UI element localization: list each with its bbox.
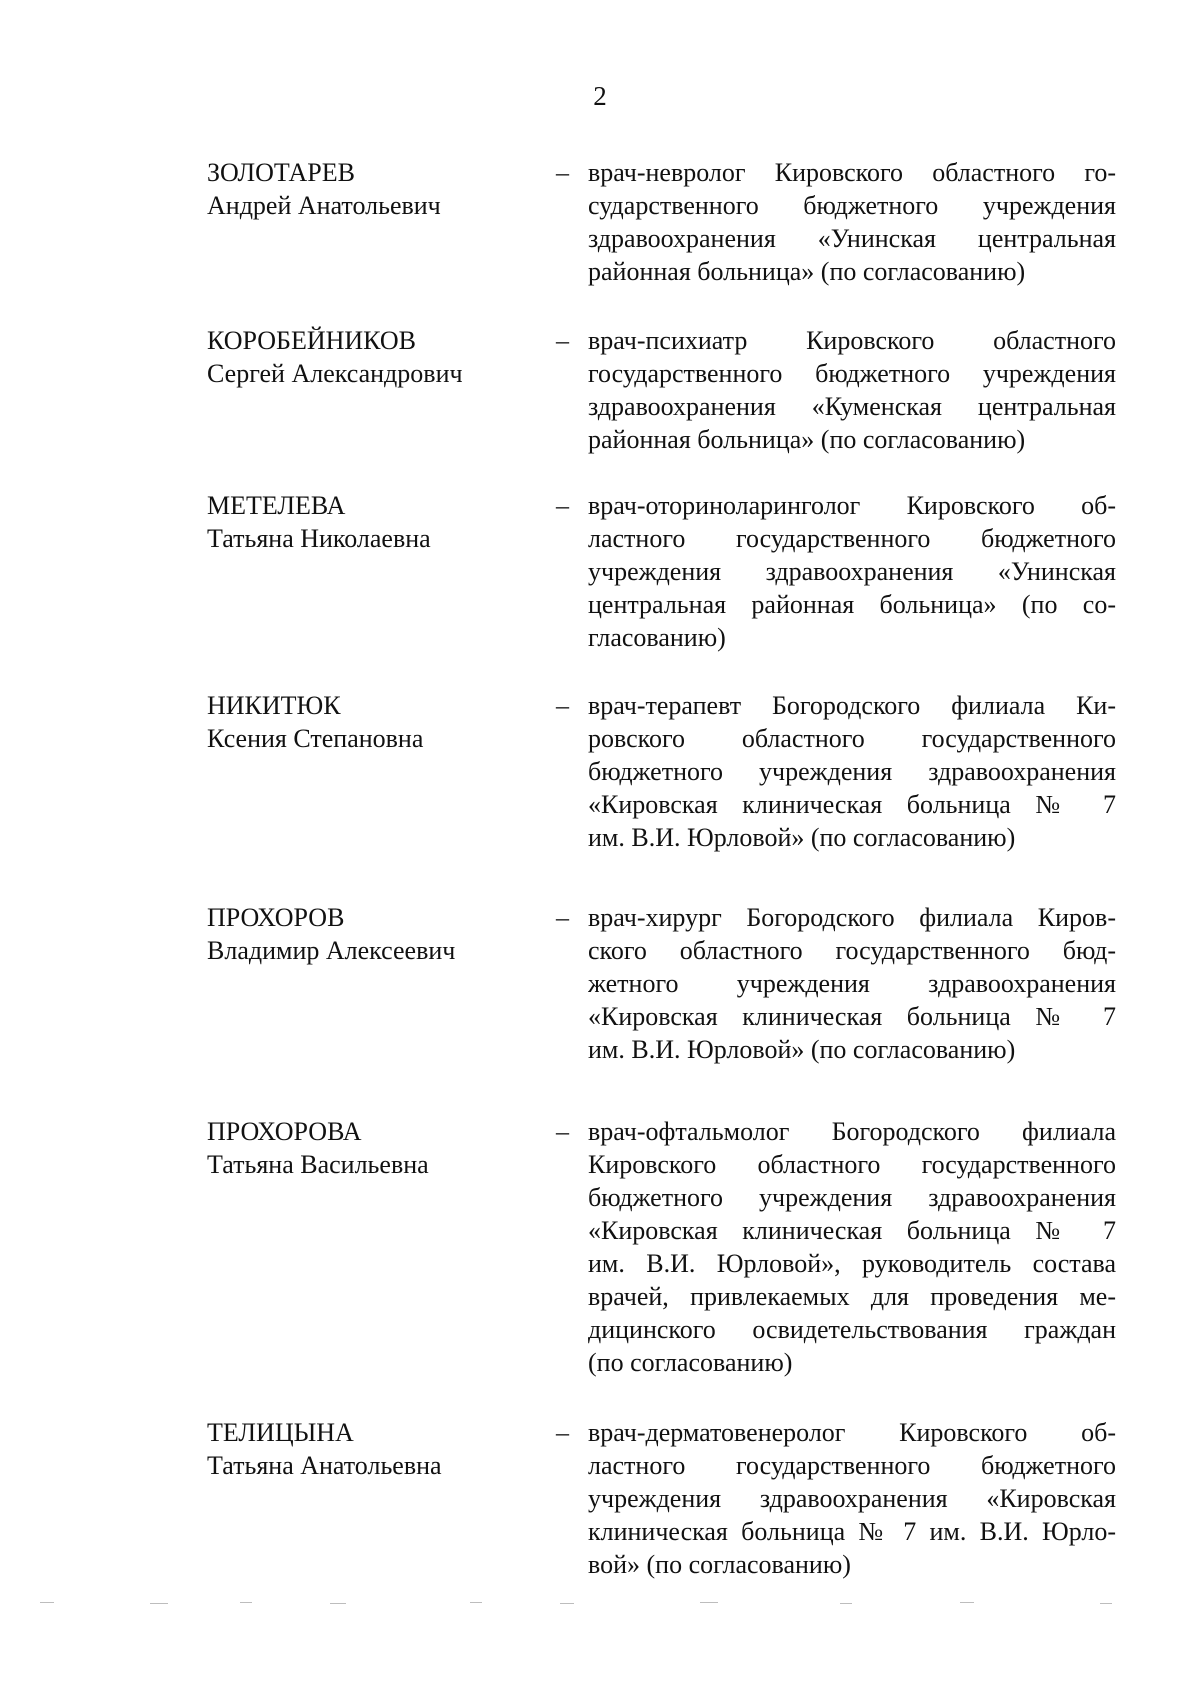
position-line: «Кировская клиническая больница № 7 [588,1216,1116,1245]
scan-speck [330,1603,346,1604]
position-line: врач-терапевт Богородского филиала Ки- [588,691,1116,720]
position-line: им. В.И. Юрловой» (по согласованию) [588,823,1016,852]
position-line: им. В.И. Юрловой», руководитель состава [588,1249,1116,1278]
position-line: (по согласованию) [588,1348,793,1377]
scan-speck [700,1602,718,1603]
member-surname: КОРОБЕЙНИКОВ [207,326,416,355]
member-entry [0,1115,1200,1377]
position-line: ластного государственного бюджетного [588,524,1116,553]
member-given-names: Татьяна Анатольевна [207,1451,442,1480]
member-entry [0,324,1200,454]
position-line: врач-невролог Кировского областного го- [588,158,1116,187]
position-line: Кировского областного государственного [588,1150,1116,1179]
member-entry [0,1416,1200,1579]
position-line: врач-оториноларинголог Кировского об- [588,491,1116,520]
member-entry [0,689,1200,852]
position-line: учреждения здравоохранения «Унинская [588,557,1116,586]
member-name [207,901,537,967]
position-line: бюджетного учреждения здравоохранения [588,757,1116,786]
member-given-names: Татьяна Васильевна [207,1150,429,1179]
scan-speck [40,1602,54,1603]
member-surname: НИКИТЮК [207,691,341,720]
scan-speck [560,1603,574,1604]
position-line: врач-офтальмолог Богородского филиала [588,1117,1116,1146]
position-line: клиническая больница № 7 им. В.И. Юрло- [588,1517,1116,1546]
member-surname: ПРОХОРОВА [207,1117,362,1146]
entry-dash: – [556,903,569,932]
position-line: здравоохранения «Унинская центральная [588,224,1116,253]
page-number: 2 [593,81,607,111]
member-name [207,689,537,755]
member-given-names: Сергей Александрович [207,359,463,388]
entry-dash: – [556,1117,569,1146]
member-position [588,1115,1116,1379]
position-line: районная больница» (по согласованию) [588,257,1026,286]
member-surname: МЕТЕЛЕВА [207,491,346,520]
scan-speck [150,1603,168,1604]
entry-dash: – [556,326,569,355]
scan-speck [1100,1603,1112,1604]
position-line: государственного бюджетного учреждения [588,359,1116,388]
member-name [207,489,537,555]
member-position [588,689,1116,854]
position-line: ровского областного государственного [588,724,1116,753]
member-surname: ПРОХОРОВ [207,903,345,932]
position-line: врач-хирург Богородского филиала Киров- [588,903,1116,932]
position-line: врач-психиатр Кировского областного [588,326,1116,355]
member-position [588,901,1116,1066]
member-position [588,156,1116,288]
member-name [207,1115,537,1181]
member-name [207,324,537,390]
member-surname: ЗОЛОТАРЕВ [207,158,355,187]
position-line: им. В.И. Юрловой» (по согласованию) [588,1035,1016,1064]
scan-speck [840,1603,852,1604]
member-name [207,156,537,222]
position-line: здравоохранения «Куменская центральная [588,392,1116,421]
position-line: сударственного бюджетного учреждения [588,191,1116,220]
member-entry [0,901,1200,1064]
member-position [588,489,1116,654]
entry-dash: – [556,691,569,720]
position-line: жетного учреждения здравоохранения [588,969,1116,998]
entry-dash: – [556,1418,569,1447]
member-entry [0,489,1200,652]
member-given-names: Татьяна Николаевна [207,524,431,553]
member-entry [0,156,1200,286]
entry-dash: – [556,158,569,187]
scan-speck [960,1602,974,1603]
position-line: врачей, привлекаемых для проведения ме- [588,1282,1116,1311]
entry-dash: – [556,491,569,520]
member-given-names: Ксения Степановна [207,724,424,753]
member-position [588,1416,1116,1581]
scan-speck [470,1602,482,1603]
position-line: ластного государственного бюджетного [588,1451,1116,1480]
position-line: бюджетного учреждения здравоохранения [588,1183,1116,1212]
position-line: «Кировская клиническая больница № 7 [588,790,1116,819]
position-line: ского областного государственного бюд- [588,936,1116,965]
member-given-names: Владимир Алексеевич [207,936,456,965]
position-line: «Кировская клиническая больница № 7 [588,1002,1116,1031]
position-line: районная больница» (по согласованию) [588,425,1026,454]
position-line: вой» (по согласованию) [588,1550,851,1579]
position-line: дицинского освидетельствования граждан [588,1315,1116,1344]
position-line: гласованию) [588,623,726,652]
member-name [207,1416,537,1482]
position-line: учреждения здравоохранения «Кировская [588,1484,1116,1513]
position-line: врач-дерматовенеролог Кировского об- [588,1418,1116,1447]
member-given-names: Андрей Анатольевич [207,191,441,220]
position-line: центральная районная больница» (по со- [588,590,1116,619]
scan-speck [240,1602,252,1603]
member-position [588,324,1116,456]
member-surname: ТЕЛИЦЫНА [207,1418,354,1447]
